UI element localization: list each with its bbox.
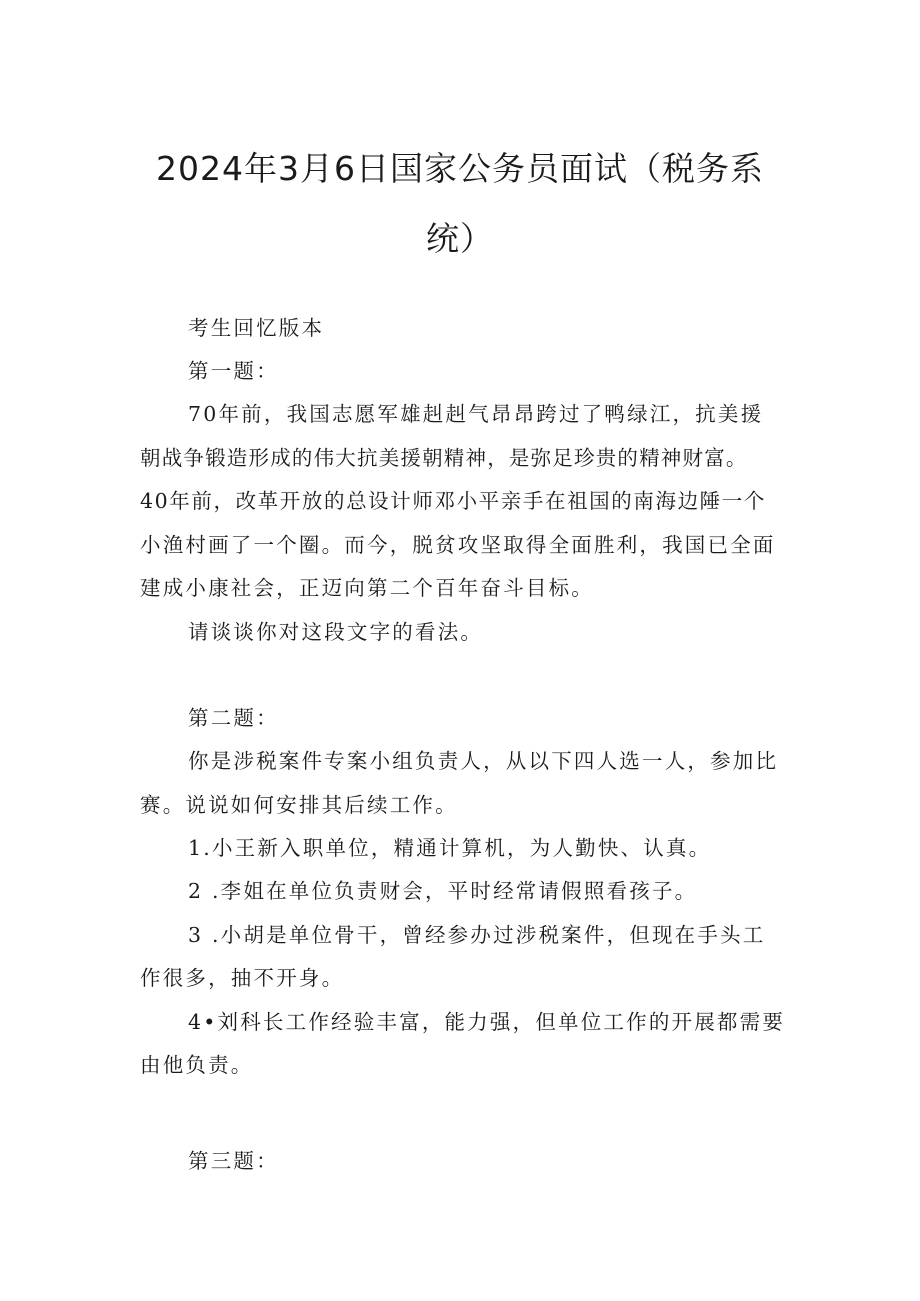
q3-heading: 第三题： <box>188 1149 279 1173</box>
q1-heading: 第一题： <box>188 359 279 383</box>
q1-paragraph-line: 小渔村画了一个圈。而今，脱贫攻坚取得全面胜利，我国已全面 <box>140 533 776 557</box>
q2-option-continued: 作很多，抽不开身。 <box>140 966 345 990</box>
q2-intro-line: 赛。说说如何安排其后续工作。 <box>140 793 458 817</box>
q2-heading: 第二题： <box>188 706 279 730</box>
q1-paragraph-line: 40年前，改革开放的总设计师邓小平亲手在祖国的南海边陲一个 <box>140 489 766 513</box>
q1-paragraph-line: 70年前，我国志愿军雄赳赳气昂昂跨过了鸭绿江，抗美援 <box>188 402 764 426</box>
q2-option: 1.小王新入职单位，精通计算机，为人勤快、认真。 <box>188 836 712 860</box>
subtitle: 考生回忆版本 <box>188 316 325 340</box>
q2-option: 2 .李姐在单位负责财会，平时经常请假照看孩子。 <box>188 879 698 903</box>
q2-option-continued: 由他负责。 <box>140 1053 254 1077</box>
document-title-line-2: 统） <box>426 219 494 258</box>
q1-paragraph-line: 建成小康社会，正迈向第二个百年奋斗目标。 <box>140 576 594 600</box>
q2-option: 4•刘科长工作经验丰富，能力强，但单位工作的开展都需要 <box>188 1010 786 1034</box>
q2-option: 3 .小胡是单位骨干，曾经参办过涉税案件，但现在手头工 <box>188 923 766 947</box>
q2-intro-line: 你是涉税案件专案小组负责人，从以下四人选一人，参加比 <box>188 749 779 773</box>
q1-paragraph-line: 朝战争锻造形成的伟大抗美援朝精神，是弥足珍贵的精神财富。 <box>140 446 748 470</box>
document-title-line-1: 2024年3月6日国家公务员面试（税务系 <box>156 149 764 188</box>
q1-question: 请谈谈你对这段文字的看法。 <box>188 620 484 644</box>
